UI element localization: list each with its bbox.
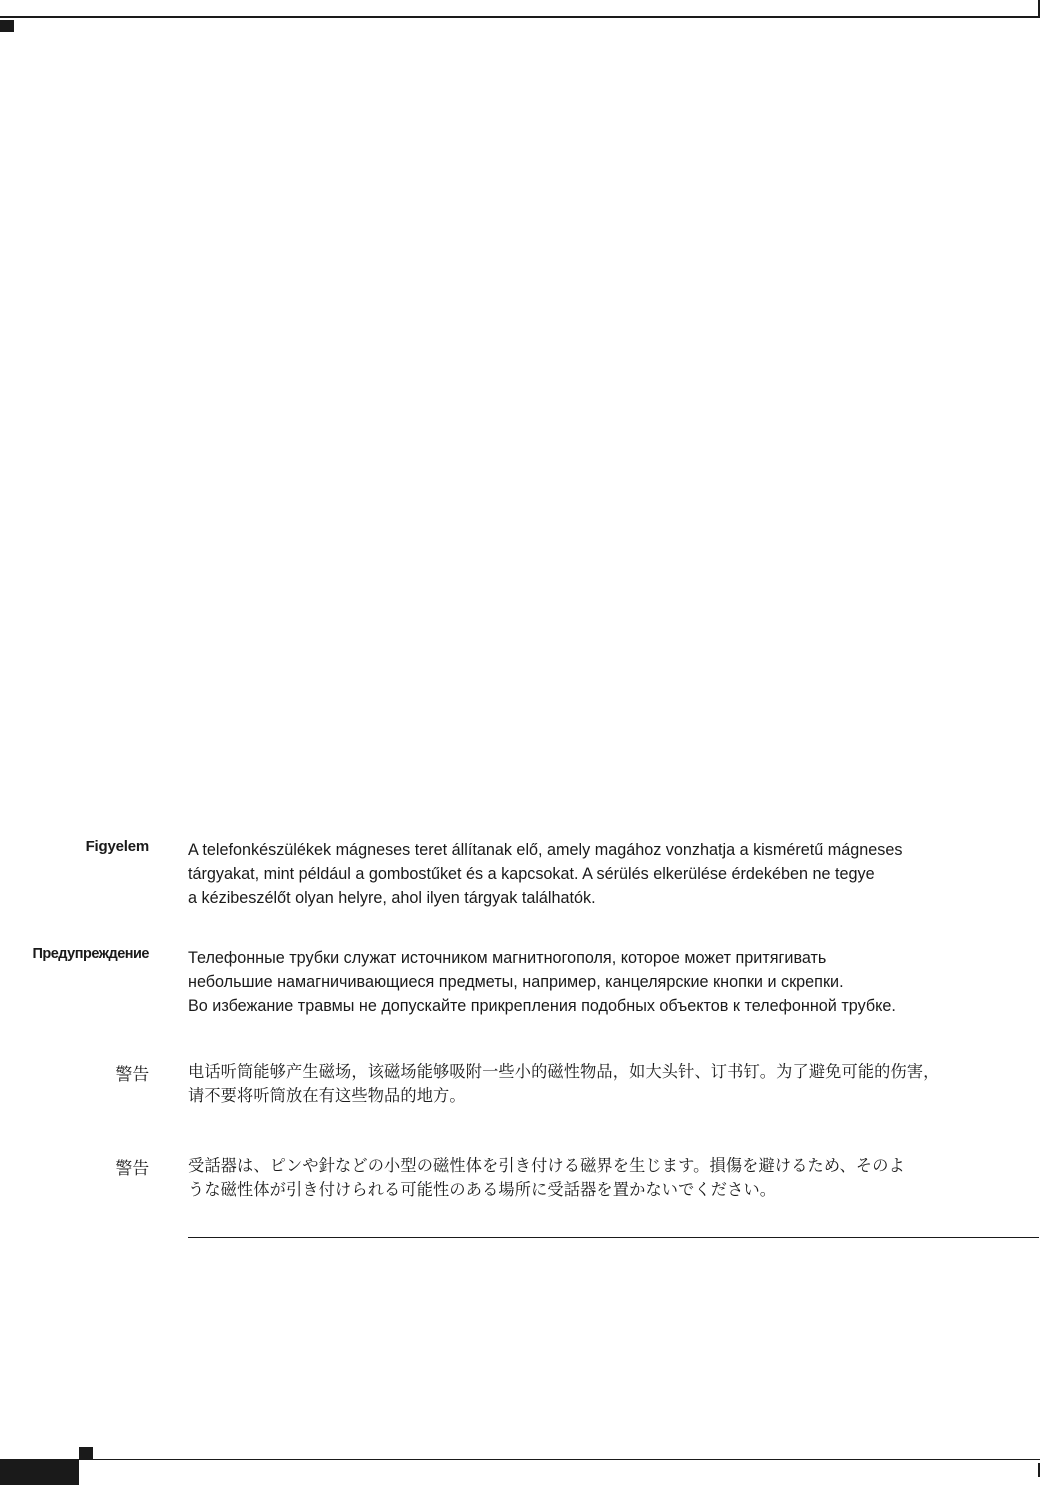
warning-text-line: A telefonkészülékek mágneses teret állítanak elő, amely magához vonzhatja a kisméretű mágneses [188,841,903,859]
footer-page-tab [0,1459,79,1485]
warning-text-line: 电话听筒能够产生磁场，该磁场能够吸附一些小的磁性物品，如大头针、订书钉。为了避免可能的伤害， [188,1063,940,1081]
warning-text-line: うな磁性体が引き付けられる可能性のある場所に受話器を置かないでください。 [188,1181,777,1199]
top-left-page-marker [0,20,14,32]
warning-text-line: небольшие намагничивающиеся предметы, например, канцелярские кнопки и скрепки. [188,973,844,991]
warning-text [188,838,1038,910]
warning-text-line: tárgyakat, mint például a gombostűket és a kapcsokat. A sérülés elkerülése érdekében ne tegye [188,865,875,883]
warning-text-line: a kézibeszélőt olyan helyre, ahol ilyen tárgyak találhatók. [188,889,596,907]
warning-text-line: 请不要将听筒放在有这些物品的地方。 [188,1087,466,1105]
warning-text-line: 受話器は、ピンや針などの小型の磁性体を引き付ける磁界を生じます。損傷を避けるため、そのよ [188,1157,905,1175]
warning-label: Предупреждение [32,946,149,962]
warning-text [188,1154,1038,1202]
warning-text [188,946,1038,1018]
warning-text-line: Во избежание травмы не допускайте прикрепления подобных объектов к телефонной трубке. [188,997,896,1015]
top-crop-rule [0,16,1040,18]
top-right-crop-mark [1038,0,1040,18]
warning-label: 警告 [115,1159,149,1178]
bottom-right-crop-mark [1038,1463,1040,1477]
warning-label: Figyelem [85,838,149,855]
footer-rule [79,1459,1040,1460]
bottom-page-marker [79,1447,93,1459]
section-end-rule [188,1237,1039,1238]
warning-label: 警告 [115,1065,149,1084]
warning-text [188,1060,1038,1108]
warning-text-line: Телефонные трубки служат источником магнитногополя, которое может притягивать [188,949,827,967]
